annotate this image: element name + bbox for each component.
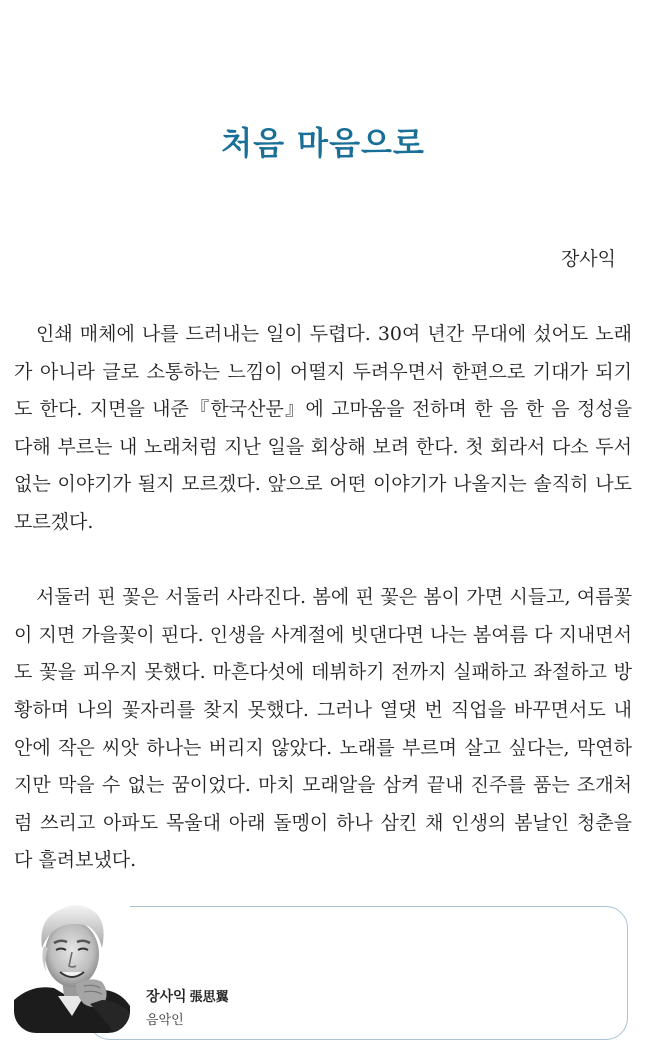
paragraph-1: 인쇄 매체에 나를 드러내는 일이 두렵다. 30여 년간 무대에 섰어도 노래가 아니라 글로 소통하는 느낌이 어떨지 두려우면서 한편으로 기대가 되기도 한다. 지면을 내준『한국산문』에 고마움을 전하며 한 음 한 음 정성을 다해 부르는 내 노래처럼 지난 일을 회상해 보려 한다. 첫 회라서 다소 두서없는 이야기가 될지 모르겠다. 앞으로 어떤 이야기가 나올지는 솔직히 나도 모르겠다.	[14, 323, 632, 533]
article-author: 장사익	[560, 248, 616, 270]
article-title: 처음 마음으로	[221, 124, 425, 162]
portrait-image	[14, 888, 130, 1033]
profile-role: 음악인	[146, 1013, 184, 1028]
author-portrait-photo	[14, 888, 130, 1033]
paragraph-2: 서둘러 핀 꽃은 서둘러 사라진다. 봄에 핀 꽃은 봄이 가면 시들고, 여름꽃이 지면 가을꽃이 핀다. 인생을 사계절에 빗댄다면 나는 봄여름 다 지내면서도 꽃을 피우지 못했다. 마흔다섯에 데뷔하기 전까지 실패하고 좌절하고 방황하며 나의 꽃자리를 찾지 못했다. 그러나 열댓 번 직업을 바꾸면서도 내 안에 작은 씨앗 하나는 버리지 않았다. 노래를 부르며 살고 싶다는, 막연하지만 막을 수 없는 꿈이었다. 마치 모래알을 삼켜 끝내 진주를 품는 조개처럼 쓰리고 아파도 목울대 아래 돌멩이 하나 삼킨 채 인생의 봄날인 청춘을 다 흘려보냈다.	[14, 586, 632, 872]
article-body	[14, 316, 632, 880]
profile-name	[146, 986, 229, 1006]
profile-name-korean: 장사익	[146, 989, 187, 1005]
profile-name-hanja: 張思翼	[189, 990, 229, 1005]
